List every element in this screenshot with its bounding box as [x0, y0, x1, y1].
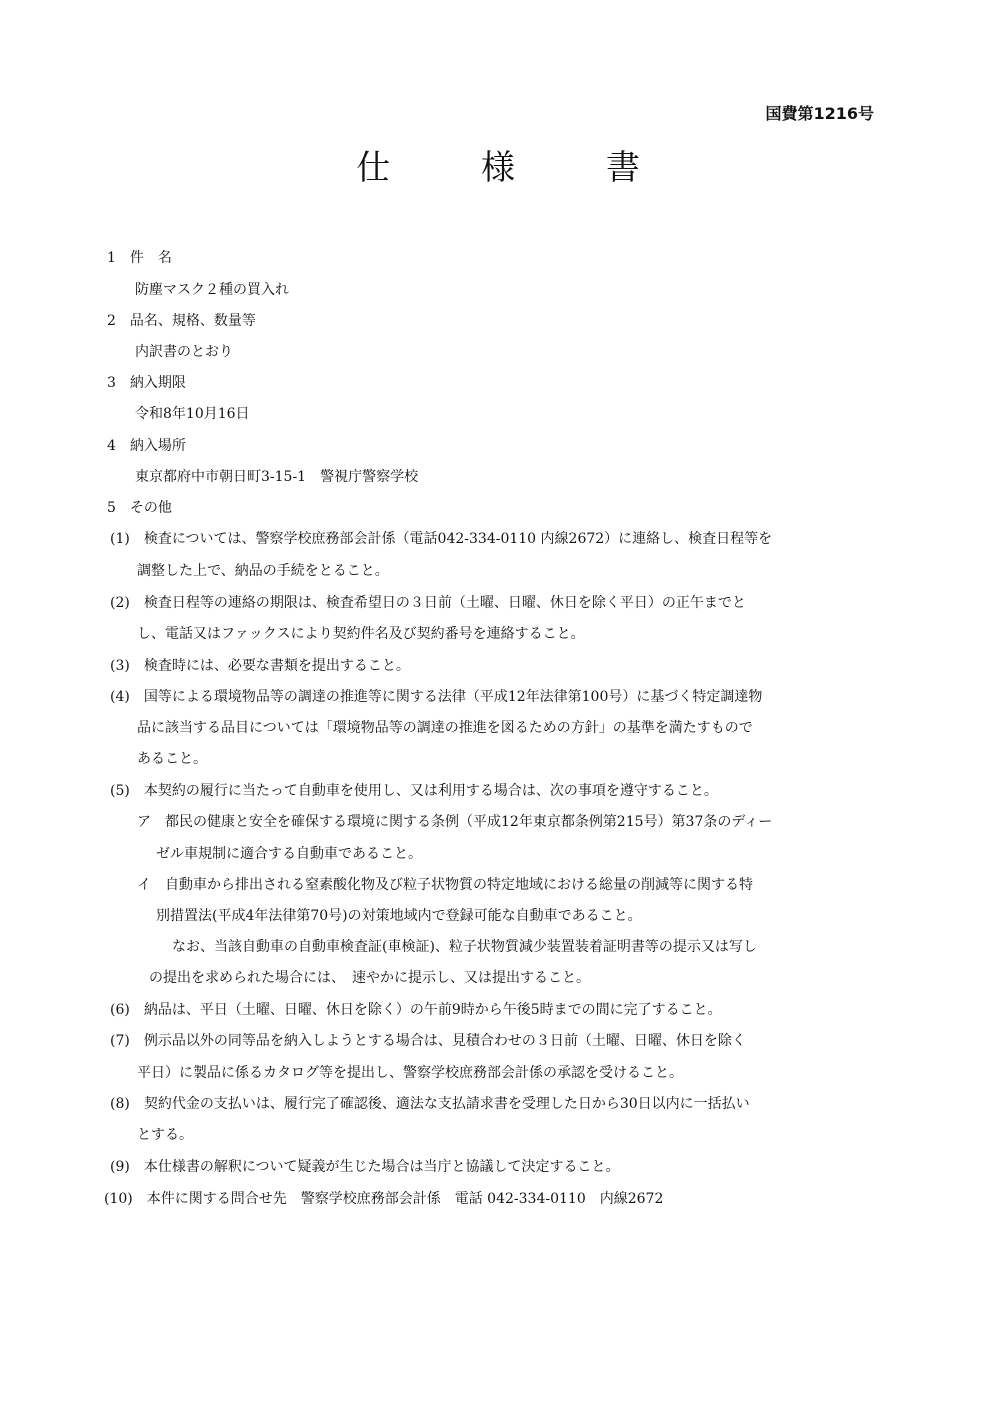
section-heading: 5 その他: [107, 500, 172, 516]
list-item-continuation: 品に該当する品目については「環境物品等の調達の推進を図るための方針」の基準を満たすもので: [137, 720, 753, 736]
list-item-continuation: あること。: [137, 751, 207, 767]
list-item: (7) 例示品以外の同等品を納入しようとする場合は、見積合わせの３日前（土曜、日曜、休日を除く: [110, 1033, 746, 1049]
document-number: 国費第1216号: [765, 104, 874, 123]
sub-item: イ 自動車から排出される窒素酸化物及び粒子状物質の特定地域における総量の削減等に関する特: [137, 877, 753, 893]
list-item: (2) 検査日程等の連絡の期限は、検査希望日の３日前（土曜、日曜、休日を除く平日）の正午までと: [110, 595, 746, 611]
list-item: (6) 納品は、平日（土曜、日曜、休日を除く）の午前9時から午後5時までの間に完了すること。: [110, 1002, 722, 1018]
list-item-continuation: 平日）に製品に係るカタログ等を提出し、警察学校庶務部会計係の承認を受けること。: [137, 1065, 683, 1081]
sub-item: ア 都民の健康と安全を確保する環境に関する条例（平成12年東京都条例第215号）第37条のディー: [137, 814, 773, 830]
list-item-continuation: とする。: [137, 1127, 193, 1143]
section-heading: 1 件 名: [107, 250, 172, 266]
title-char: 様: [481, 148, 519, 188]
list-item: (4) 国等による環境物品等の調達の推進等に関する法律（平成12年法律第100号）に基づく特定調達物: [110, 689, 763, 705]
body-text: 内訳書のとおり: [135, 344, 233, 360]
body-text: 防塵マスク２種の買入れ: [135, 282, 289, 298]
section-heading: 4 納入場所: [107, 438, 186, 454]
list-item-continuation: 調整した上で、納品の手続をとること。: [137, 563, 389, 579]
list-item-continuation: し、電話又はファックスにより契約件名及び契約番号を連絡すること。: [137, 626, 585, 642]
list-item: (5) 本契約の履行に当たって自動車を使用し、又は利用する場合は、次の事項を遵守すること。: [110, 783, 718, 799]
sub-item-note: なお、当該自動車の自動車検査証(車検証)、粒子状物質減少装置装着証明書等の提示又は写し: [172, 939, 757, 955]
title-char: 書: [605, 148, 644, 188]
list-item: (1) 検査については、警察学校庶務部会計係（電話042-334-0110 内線2672）に連絡し、検査日程等を: [110, 531, 773, 547]
contact-line: (10) 本件に関する問合せ先 警察学校庶務部会計係 電話 042-334-0110 内線2672: [104, 1191, 664, 1207]
sub-item-continuation: ゼル車規制に適合する自動車であること。: [156, 846, 422, 862]
sub-item-continuation: 別措置法(平成4年法律第70号)の対策地域内で登録可能な自動車であること。: [156, 908, 642, 924]
list-item: (8) 契約代金の支払いは、履行完了確認後、適法な支払請求書を受理した日から30日以内に一括払い: [110, 1096, 750, 1112]
sub-item-note-continuation: の提出を求められた場合には、 速やかに提示し、又は提出すること。: [149, 970, 590, 986]
body-text: 令和8年10月16日: [135, 406, 250, 422]
page-title: [0, 140, 1000, 189]
list-item: (9) 本仕様書の解釈について疑義が生じた場合は当庁と協議して決定すること。: [110, 1159, 620, 1175]
list-item: (3) 検査時には、必要な書類を提出すること。: [110, 658, 410, 674]
section-heading: 2 品名、規格、数量等: [107, 313, 256, 329]
title-char: 仕: [356, 148, 395, 188]
body-text: 東京都府中市朝日町3-15-1 警視庁警察学校: [135, 469, 419, 485]
section-heading: 3 納入期限: [107, 375, 186, 391]
